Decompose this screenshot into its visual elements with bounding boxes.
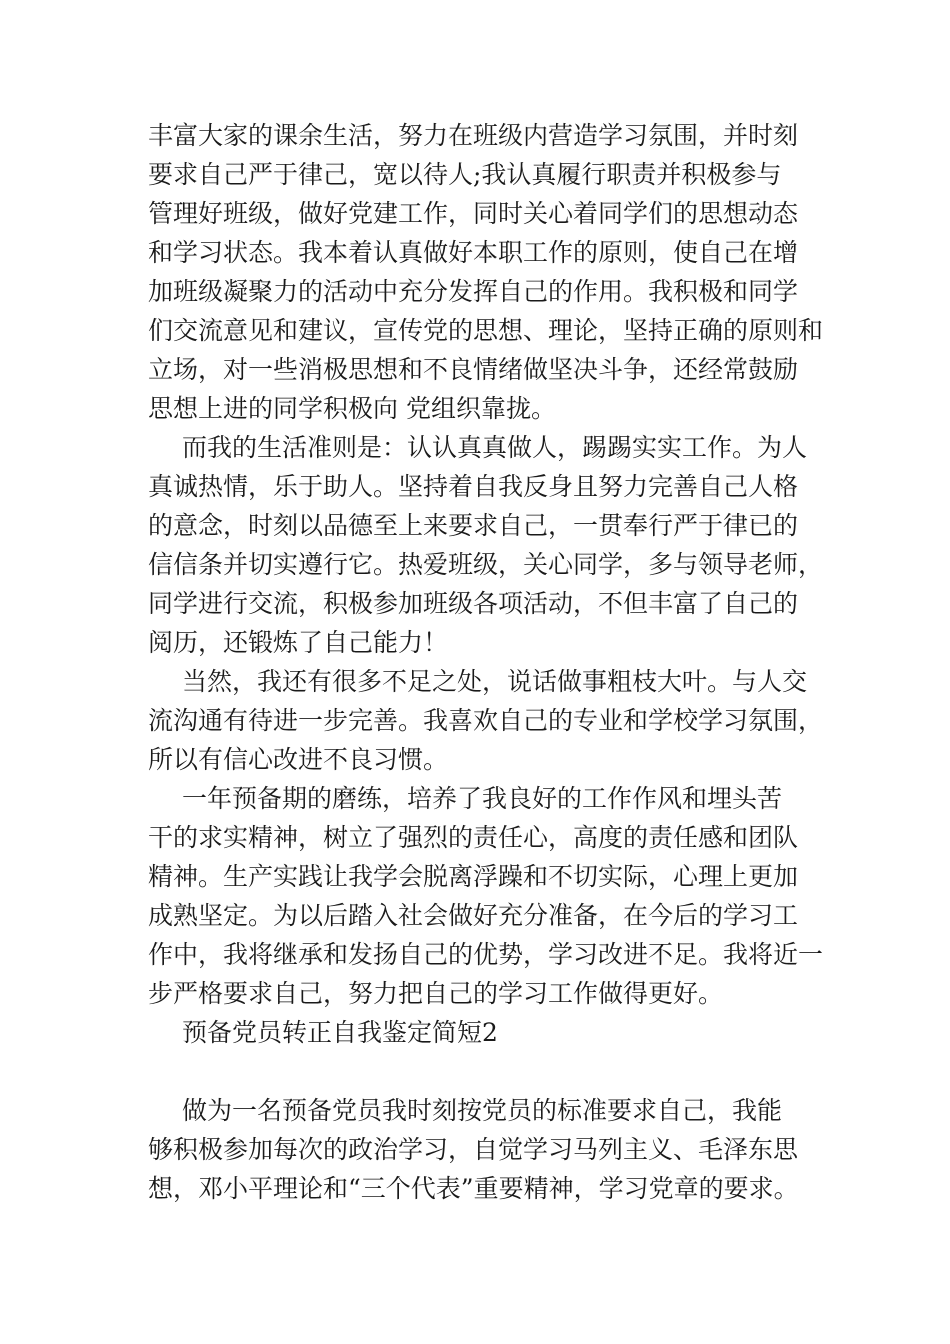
paragraph-line: 所以有信心改进不良习惯。 [148,745,449,774]
paragraph-line: 作中，我将继承和发扬自己的优势，学习改进不足。我将近一 [148,940,824,969]
paragraph-line: 思想上进的同学积极向 党组织靠拢。 [148,394,556,423]
paragraph-line: 真诚热情，乐于助人。坚持着自我反身且努力完善自己人格 [148,472,799,501]
blank-line [148,1052,818,1091]
paragraph-line: 步严格要求自己，努力把自己的学习工作做得更好。 [148,979,724,1008]
paragraph-line: 管理好班级，做好党建工作，同时关心着同学们的思想动态 [148,199,799,228]
paragraph-line: 想，邓小平理论和“三个代表”重要精神，学习党章的要求。 [148,1174,799,1203]
paragraph-line: 同学进行交流，积极参加班级各项活动，不但丰富了自己的 [148,589,799,618]
paragraph-1 [148,116,824,428]
paragraph-line: 当然，我还有很多不足之处，说话做事粗枝大叶。与人交 [182,667,808,696]
paragraph-2 [148,428,824,662]
paragraph-line: 要求自己严于律己，宽以待人;我认真履行职责并积极参与 [148,160,782,189]
paragraph-line: 和学习状态。我本着认真做好本职工作的原则，使自己在增 [148,238,799,267]
paragraph-line: 成熟坚定。为以后踏入社会做好充分准备，在今后的学习工 [148,901,799,930]
paragraph-line: 够积极参加每次的政治学习，自觉学习马列主义、毛泽东思 [148,1135,799,1164]
paragraph-line: 丰富大家的课余生活，努力在班级内营造学习氛围，并时刻 [148,121,799,150]
paragraph-line: 精神。生产实践让我学会脱离浮躁和不切实际，心理上更加 [148,862,799,891]
paragraph-line: 信信条并切实遵行它。热爱班级，关心同学，多与领导老师， [148,550,824,579]
paragraph-line: 立场，对一些消极思想和不良情绪做坚决斗争，还经常鼓励 [148,355,799,384]
paragraph-line: 干的求实精神，树立了强烈的责任心，高度的责任感和团队 [148,823,799,852]
paragraph-line: 流沟通有待进一步完善。我喜欢自己的专业和学校学习氛围， [148,706,824,735]
paragraph-line: 加班级凝聚力的活动中充分发挥自己的作用。我积极和同学 [148,277,799,306]
document-body [148,116,824,1208]
paragraph-5 [148,1091,818,1208]
paragraph-3 [148,662,824,779]
paragraph-line: 的意念，时刻以品德至上来要求自己，一贯奉行严于律已的 [148,511,799,540]
section-heading: 预备党员转正自我鉴定简短2 [182,1018,498,1047]
paragraph-4 [148,779,824,1013]
paragraph-line: 们交流意见和建议，宣传党的思想、理论，坚持正确的原则和 [148,316,824,345]
paragraph-line: 一年预备期的磨练，培养了我良好的工作作风和埋头苦 [182,784,783,813]
paragraph-line: 而我的生活准则是：认认真真做人，踢踢实实工作。为人 [182,433,808,462]
paragraph-line: 做为一名预备党员我时刻按党员的标准要求自己，我能 [182,1096,783,1125]
paragraph-line: 阅历，还锻炼了自己能力！ [148,628,449,657]
